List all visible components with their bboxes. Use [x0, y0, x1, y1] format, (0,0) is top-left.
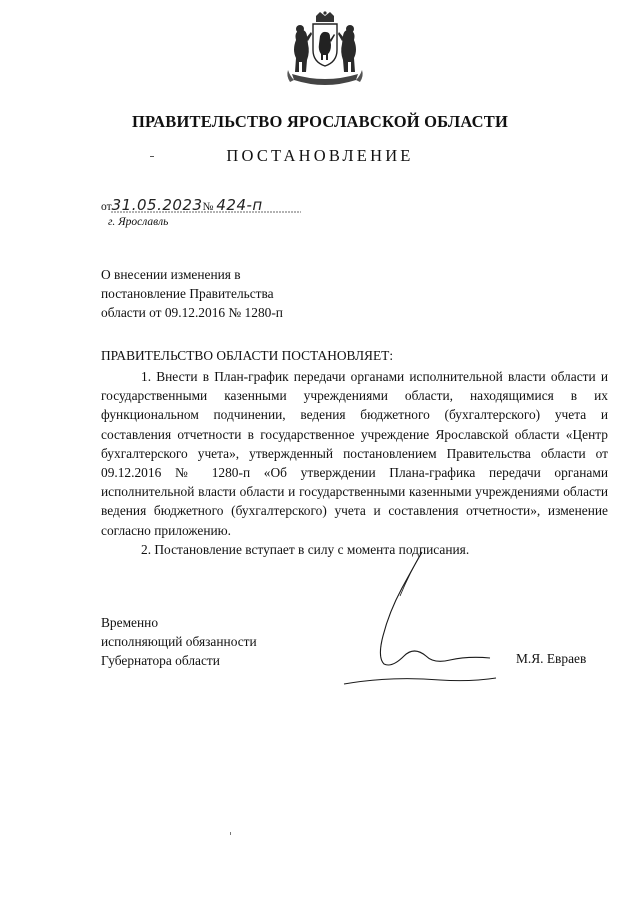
date-prefix: от	[101, 201, 112, 213]
subject-line: О внесении изменения в	[101, 267, 241, 282]
handwritten-signature	[330, 548, 510, 698]
subject-line: области от 09.12.2016 № 1280-п	[101, 305, 283, 320]
decree-heading: ПРАВИТЕЛЬСТВО ОБЛАСТИ ПОСТАНОВЛЯЕТ:	[101, 348, 394, 363]
document-type: ПОСТАНОВЛЕНИЕ	[226, 146, 414, 165]
date-underline	[101, 210, 301, 214]
document-date: 31.05.2023	[111, 196, 203, 214]
date-number-line	[101, 196, 263, 214]
paragraph-2: 2. Постановление вступает в силу с момента подписания.	[141, 541, 470, 557]
position-line: Временно	[101, 615, 159, 630]
document-subject	[101, 265, 283, 322]
paragraph-1: 1. Внести в План-график передачи органами исполнительной власти области и государственными казенными учреждениями области, находящимися в их функциональном подчинении, ведения бюджетного (бухгалтерского) учета и составления отчетности в государственное учреждение Ярославской области «Центр бухгалтерского учета», утвержденный постановлением Правительства области от 09.12.2016 № 1280-п «Об утверждении Плана-графика передачи органами исполнительной власти области и государственными казенными учреждениями области ведения бюджетного (бухгалтерского) учета и составления отчетности», изменение согласно приложению.	[101, 369, 608, 538]
coat-of-arms-icon	[280, 10, 370, 92]
position-line: Губернатора области	[101, 653, 220, 668]
position-line: исполняющий обязанности	[101, 634, 257, 649]
document-number: 424-п	[216, 196, 263, 214]
signer-name: М.Я. Евраев	[516, 651, 587, 666]
organization-title: ПРАВИТЕЛЬСТВО ЯРОСЛАВСКОЙ ОБЛАСТИ	[131, 112, 509, 131]
signatory-position	[101, 613, 257, 670]
city: г. Ярославль	[108, 216, 169, 228]
number-prefix: №	[202, 201, 214, 213]
document-body	[101, 367, 608, 559]
subject-line: постановление Правительства	[101, 286, 274, 301]
stray-mark	[230, 832, 231, 835]
